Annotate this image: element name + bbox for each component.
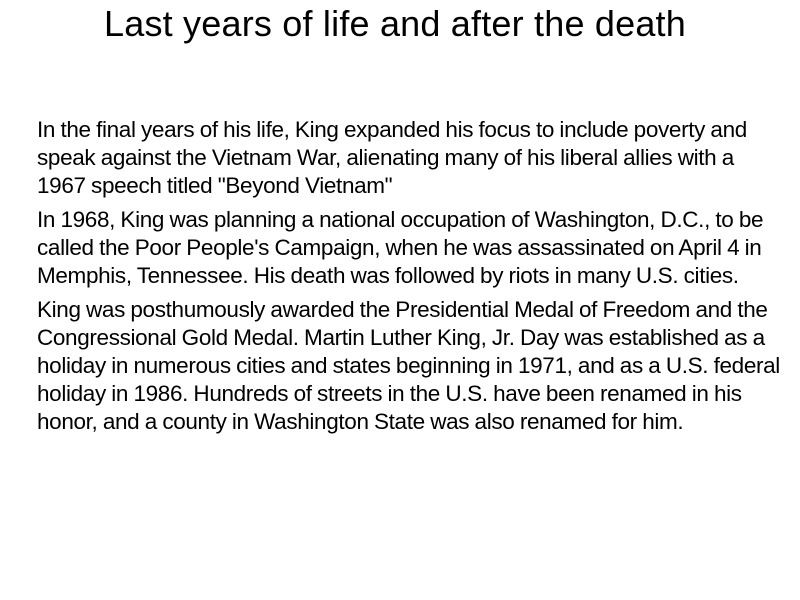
paragraph-poor-peoples-campaign: In 1968, King was planning a national occupation of Washington, D.C., to be called the Poor People's Campaign, when he was assassinated on April 4 in Memphis, Tennessee. His death was followed by riots in many U.S. cities.	[37, 207, 764, 288]
slide-title: Last years of life and after the death	[104, 3, 686, 44]
paragraph-posthumous-honors: King was posthumously awarded the Presidential Medal of Freedom and the Congressional Gold Medal. Martin Luther King, Jr. Day was established as a holiday in numerous cities and states beginning in 1971, and as a U.S. federal holiday in 1986. Hundreds of streets in the U.S. have been renamed in his honor, and a county in Washington State was also renamed for him.	[37, 297, 780, 434]
slide-body	[37, 116, 782, 442]
paragraph-final-years: In the final years of his life, King expanded his focus to include poverty and speak against the Vietnam War, alienating many of his liberal allies with a 1967 speech titled "Beyond Vietnam"	[37, 117, 747, 198]
